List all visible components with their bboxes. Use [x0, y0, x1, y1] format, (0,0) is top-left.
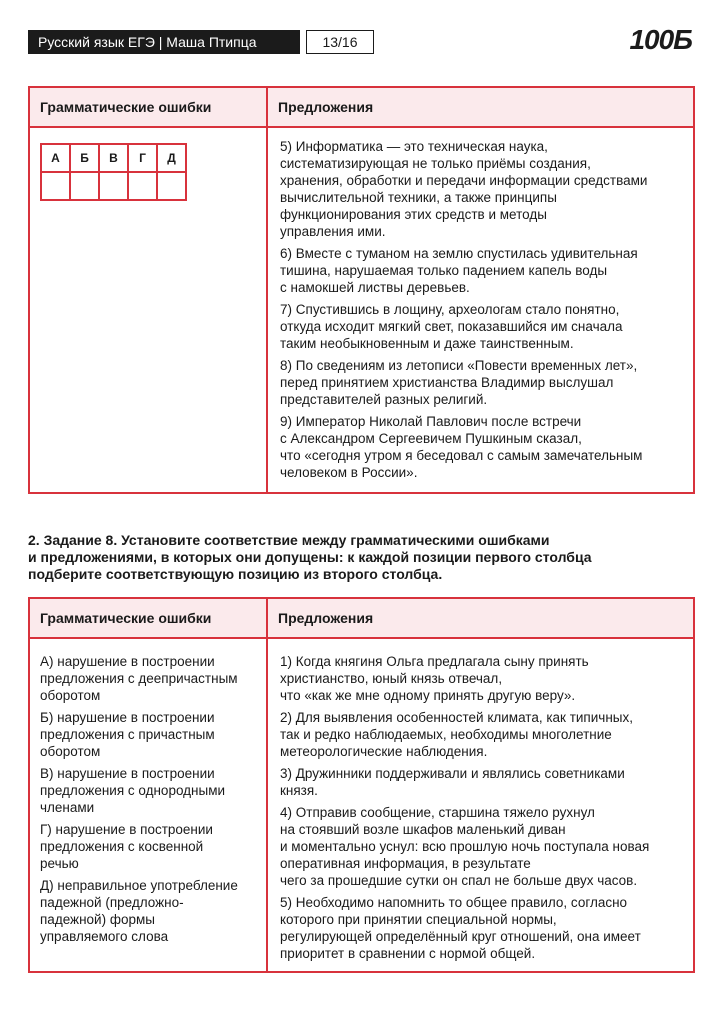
- brand-logo: 100Б: [629, 24, 692, 55]
- table-1-body: [30, 128, 693, 492]
- answer-cell-d[interactable]: [157, 172, 186, 200]
- table-1-col-errors: Грамматические ошибки: [30, 88, 268, 126]
- sentence-item: 5) Необходимо напомнить то общее правило, согласно которого при принятии специальной нормы, регулирующей определённый круг отношений, она имеет приоритет в сравнении с нормой общей.: [280, 895, 641, 961]
- task-heading: 2. Задание 8. Установите соответствие между грамматическими ошибками и предложениями, в которых они допущены: к каждой позиции первого столбца подберите соответствующую позицию из второго столбца.: [28, 532, 592, 582]
- table-1-header: [30, 88, 693, 128]
- sentence-item: 4) Отправив сообщение, старшина тяжело рухнул на стоявший возле шкафов маленький диван и моментально уснул: всю прошлую ночь поступала новая оперативная информация, в результате чего за прошедшие сутки он спал не больше двух часов.: [280, 805, 650, 888]
- table-2-body: [30, 639, 693, 971]
- table-1-col-sentences: Предложения: [278, 99, 374, 115]
- answer-letter: Г: [128, 144, 157, 172]
- sentence-item: 5) Информатика — это техническая наука, систематизирующая не только приёмы создания, хранения, обработки и передачи информации средствами вычислительной техники, а также принципы функционирования этих средств и методы управления ими.: [280, 139, 648, 239]
- answer-cell-g[interactable]: [128, 172, 157, 200]
- table-2-header: [30, 599, 693, 639]
- answer-letter: В: [99, 144, 128, 172]
- table-2: [28, 597, 695, 973]
- sentence-item: 9) Император Николай Павлович после встречи с Александром Сергеевичем Пушкиным сказал, что «сегодня утром я беседовал с самым замечательным человеком в России».: [280, 414, 643, 480]
- sentence-item: 6) Вместе с туманом на землю спустилась удивительная тишина, нарушаемая только падением капель воды с намокшей листвы деревьев.: [280, 246, 638, 295]
- sentence-item: 7) Спустившись в лощину, археологам стало понятно, откуда исходит мягкий свет, показавшийся им сначала таким необыкновенным и даже таинственным.: [280, 302, 623, 351]
- error-item: Д) неправильное употребление падежной (предложно- падежной) формы управляемого слова: [40, 878, 238, 944]
- subject-title: Русский язык ЕГЭ | Маша Птипца: [28, 30, 300, 54]
- errors-list: [30, 639, 268, 971]
- sentences-list-2: [268, 639, 693, 971]
- page-header: [28, 30, 374, 54]
- sentence-item: 3) Дружинники поддерживали и являлись советниками князя.: [280, 766, 625, 798]
- table-2-col-sentences: Предложения: [278, 610, 374, 626]
- answer-letter: А: [41, 144, 70, 172]
- answer-cell-v[interactable]: [99, 172, 128, 200]
- error-item: А) нарушение в построении предложения с деепричастным оборотом: [40, 654, 238, 703]
- error-item: В) нарушение в построении предложения с однородными членами: [40, 766, 226, 815]
- table-2-col-errors: Грамматические ошибки: [30, 599, 268, 637]
- table-1: [28, 86, 695, 494]
- error-item: Г) нарушение в построении предложения с косвенной речью: [40, 822, 213, 871]
- sentence-item: 2) Для выявления особенностей климата, как типичных, так и редко наблюдаемых, необходимы многолетние метеорологические наблюдения.: [280, 710, 633, 759]
- answer-cell-a[interactable]: [41, 172, 70, 200]
- error-item: Б) нарушение в построении предложения с причастным оборотом: [40, 710, 215, 759]
- answer-cell-b[interactable]: [70, 172, 99, 200]
- sentence-item: 1) Когда княгиня Ольга предлагала сыну принять христианство, юный князь отвечал, что «как же мне одному принять другую веру».: [280, 654, 589, 703]
- page-counter: 13/16: [306, 30, 374, 54]
- answer-area: [30, 128, 268, 492]
- answer-letter: Д: [157, 144, 186, 172]
- sentence-item: 8) По сведениям из летописи «Повести временных лет», перед принятием христианства Владимир выслушал представителей разных религий.: [280, 358, 638, 407]
- answer-grid: [40, 143, 187, 201]
- sentences-list-1: [268, 128, 693, 492]
- answer-letter: Б: [70, 144, 99, 172]
